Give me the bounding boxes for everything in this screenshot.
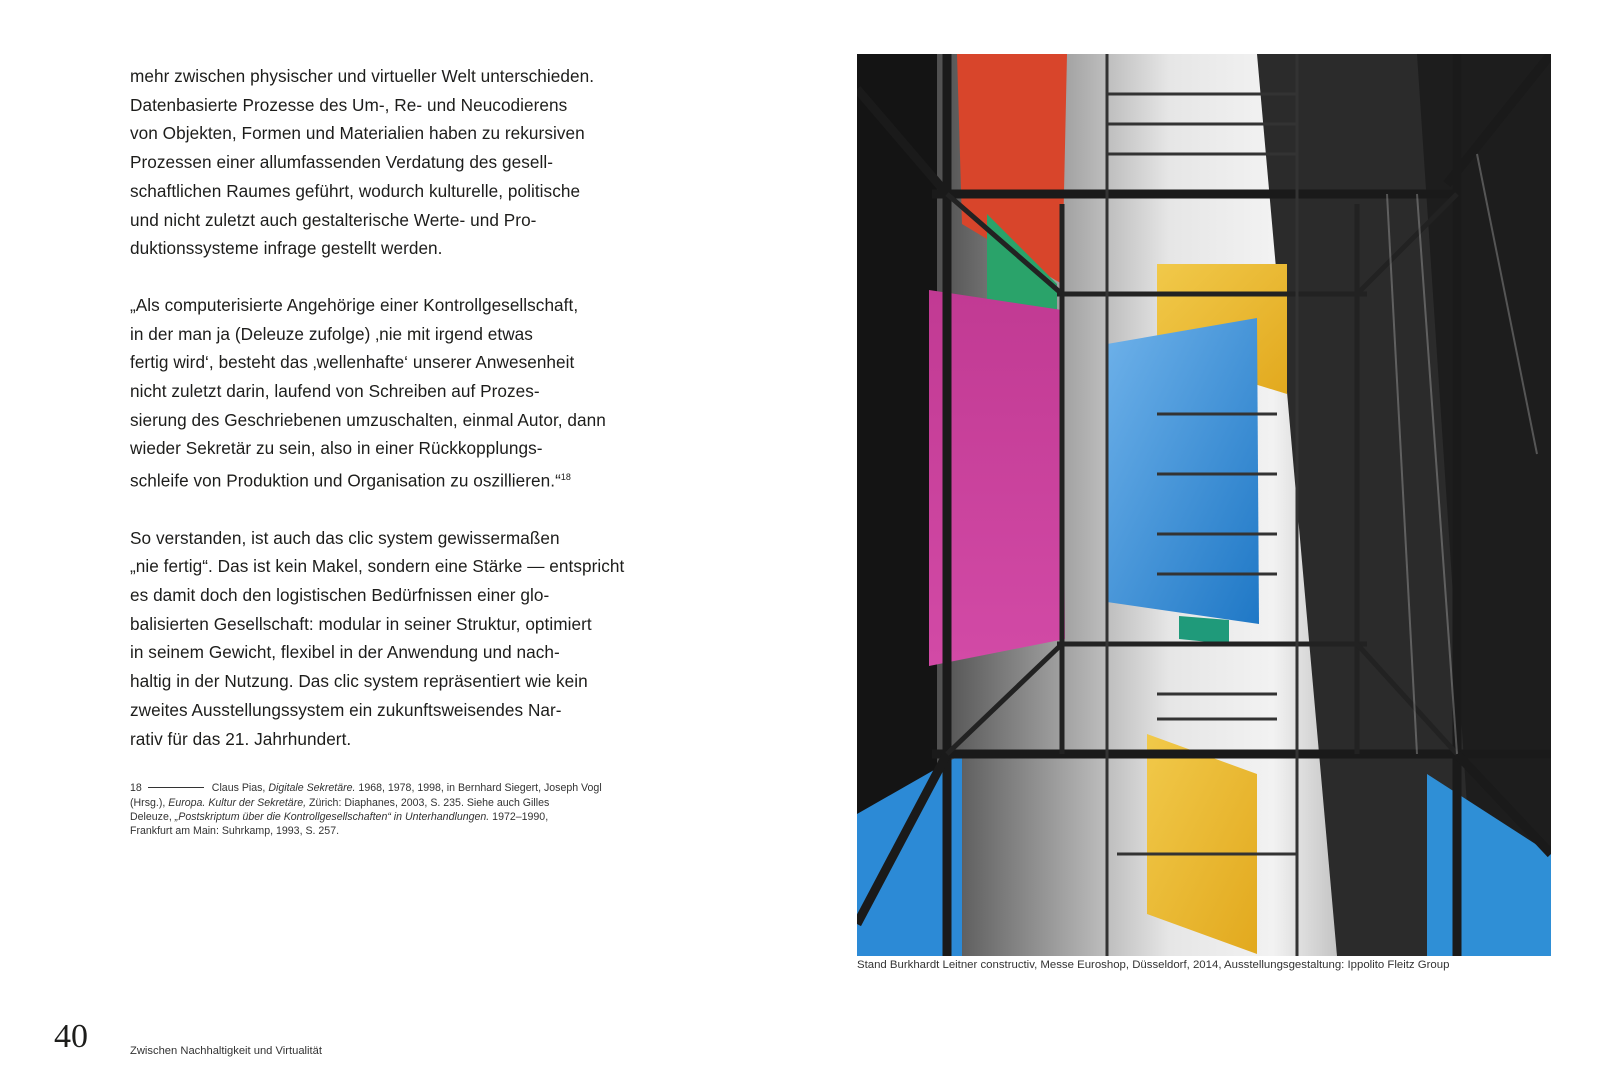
text-line: und nicht zuletzt auch gestalterische Werte- und Pro- (130, 209, 537, 230)
text-line: in seinem Gewicht, flexibel in der Anwendung und nach- (130, 642, 560, 663)
footnote-title: Digitale Sekretäre. (268, 782, 356, 795)
text-line: haltig in der Nutzung. Das clic system repräsentiert wie kein (130, 671, 588, 692)
text-line: Datenbasierte Prozesse des Um-, Re- und Neucodierens (130, 94, 568, 115)
exhibition-photo (857, 54, 1551, 956)
footnote-line: Frankfurt am Main: Suhrkamp, 1993, S. 257. (130, 825, 340, 838)
footnote-title: Europa. Kultur der Sekretäre, (168, 796, 307, 809)
text-line: Prozessen einer allumfassenden Verdatung des gesell- (130, 152, 553, 173)
footnote-line (130, 796, 660, 810)
blue-panel (1107, 318, 1259, 624)
text-line: zweites Ausstellungssystem ein zukunftsweisendes Nar- (130, 699, 562, 720)
text-line: wieder Sekretär zu sein, also in einer Rückkopplungs- (130, 438, 543, 459)
footnote-text: 1968, 1978, 1998, in Bernhard Siegert, Joseph Vogl (355, 782, 602, 795)
text-line: es damit doch den logistischen Bedürfnissen einer glo- (130, 584, 550, 605)
text-line: mehr zwischen physischer und virtueller Welt unterschieden. (130, 66, 595, 86)
footnote-number: 18 (130, 782, 142, 795)
footnote-text: 1972–1990, (489, 811, 549, 824)
text-line: schaftlichen Raumes geführt, wodurch kulturelle, politische (130, 180, 581, 201)
text-line: balisierten Gesellschaft: modular in seiner Struktur, optimiert (130, 613, 592, 634)
text-line: „Als computerisierte Angehörige einer Kontrollgesellschaft, (130, 294, 579, 315)
paragraph-3 (130, 524, 660, 754)
page-number: 40 (54, 1018, 88, 1055)
photo-caption: Stand Burkhardt Leitner constructiv, Messe Euroshop, Düsseldorf, 2014, Ausstellungsgestaltung: Ippolito Fleitz Group (857, 959, 1450, 971)
photo-illustration (857, 54, 1551, 956)
main-text-column (130, 62, 660, 839)
footnote-line (130, 781, 660, 795)
quote-paragraph (130, 291, 660, 496)
text-line: So verstanden, ist auch das clic system gewissermaßen (130, 527, 560, 548)
footnote-reference[interactable]: 18 (560, 472, 571, 483)
footnote (130, 781, 660, 839)
text-line: von Objekten, Formen und Materialien haben zu rekursiven (130, 123, 585, 144)
text-line: „nie fertig“. Das ist kein Makel, sondern eine Stärke — entspricht (130, 556, 625, 577)
text-line: nicht zuletzt darin, laufend von Schreiben auf Prozes- (130, 381, 540, 402)
text-line: duktionssysteme infrage gestellt werden. (130, 238, 443, 259)
footnote-text: Claus Pias, (211, 782, 269, 795)
text-line (130, 463, 660, 495)
footnote-title: „Postskriptum über die Kontrollgesellschaften“ in Unterhandlungen. (174, 811, 490, 824)
text-line: sierung des Geschriebenen umzuschalten, einmal Autor, dann (130, 409, 606, 430)
text-line-content: schleife von Produktion und Organisation zu oszillieren.“ (130, 470, 561, 491)
footnote-line (130, 810, 660, 824)
footnote-text: (Hrsg.), (130, 796, 169, 809)
footnote-text: Zürich: Diaphanes, 2003, S. 235. Siehe auch Gilles (306, 796, 550, 809)
text-line: rativ für das 21. Jahrhundert. (130, 728, 352, 749)
running-title: Zwischen Nachhaltigkeit und Virtualität (130, 1045, 322, 1057)
text-line: fertig wird‘, besteht das ‚wellenhafte‘ unserer Anwesenheit (130, 352, 575, 373)
footnote-rule (148, 787, 204, 788)
dark-column-left (857, 54, 937, 874)
text-line: in der man ja (Deleuze zufolge) ‚nie mit irgend etwas (130, 323, 533, 344)
paragraph-1 (130, 62, 660, 263)
footnote-text: Deleuze, (130, 811, 175, 824)
